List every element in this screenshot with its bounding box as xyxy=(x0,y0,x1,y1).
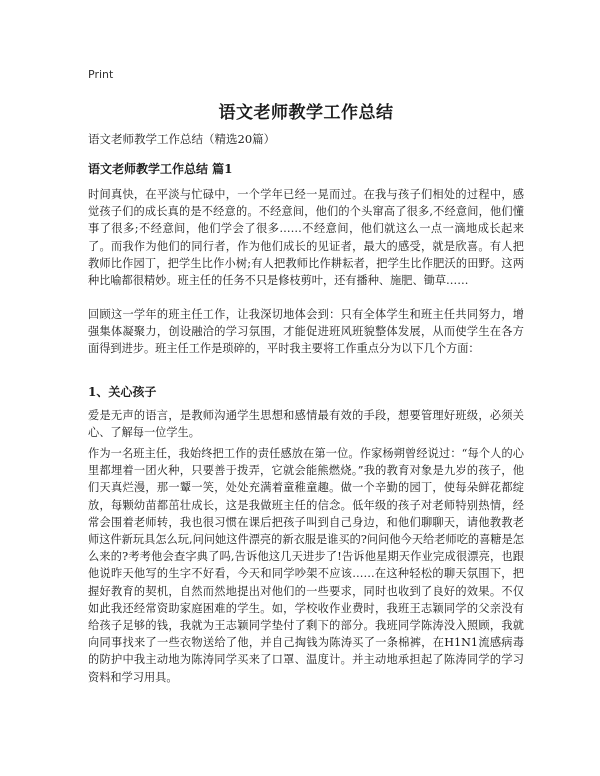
paragraph: 时间真快，在平淡与忙碌中，一个学年已经一晃而过。在我与孩子们相处的过程中，感觉孩子们的成长真的是不经意的。不经意间，他们的个头窜高了很多,不经意间，他们懂事了很多;不经意间，他们学会了很多……不经意间，他们就这么一点一滴地成长起来了。而我作为他们的同行者，作为他们成长的见证者，最大的感受，就是欣喜。有人把教师比作园丁，把学生比作小树;有人把教师比作耕耘者，把学生比作肥沃的田野。这两种比喻都很精妙。班主任的任务不只是修枝剪叶，还有播种、施肥、锄草…… xyxy=(88,188,524,288)
paragraph: 回顾这一学年的班主任工作，让我深切地体会到：只有全体学生和班主任共同努力，增强集体凝聚力，创设融洽的学习氛围，才能促进班风班貌整体发展，从而使学生在各方面得到进步。班主任工作是琐碎的，平时我主要将工作重点分为以下几个方面： xyxy=(88,308,524,356)
paragraph: 爱是无声的语言，是教师沟通学生思想和感情最有效的手段，想要管理好班级，必须关心、了解每一位学生。 xyxy=(88,409,524,440)
section-title: 语文老师教学工作总结 篇1 xyxy=(88,162,233,176)
paragraph: 作为一名班主任，我始终把工作的责任感放在第一位。作家杨朔曾经说过：“每个人的心里都埋着一团火种，只要善于拨弄，它就会能熊燃烧。”我的教育对象是九岁的孩子，他们天真烂漫，那一颦一笑，处处充满着童稚童趣。做一个辛勤的园丁，使每朵鲜花都绽放，每颗幼苗都茁壮成长，这是我做班主任的信念。低年级的孩子对老师特别热情，经常会围着老师转，我也很习惯在课后把孩子叫到自己身边，和他们聊聊天，请他教教老师这件新玩具怎么玩,问问她这件漂亮的新衣服是谁买的?问问他今天给老师吃的喜糖是怎么来的?考考他会查字典了吗,告诉他这几天进步了!告诉他星期天作业完成很漂亮，也跟他说昨天他写的生字不好看，今天和同学吵架不应该……在这种轻松的聊天氛围下，把握好教育的契机，自然而然地提出对他们的一些要求，同时也收到了良好的效果。不仅如此我还经常资助家庭困难的学生。如，学校收作业费时，我班王志颖同学的父亲没有给孩子足够的钱，我就为王志颖同学垫付了剩下的部分。我班同学陈涛没入照顾，我就向同事找来了一些衣物送给了他，并自己掏钱为陈涛买了一条棉裤，在H1N1流感病毒的防护中我主动地为陈涛同学买来了口罩、温度计。并主动地承担起了陈涛同学的学习资料和学习用具。 xyxy=(88,447,524,684)
page-title: 语文老师教学工作总结 xyxy=(218,103,394,123)
document-subtitle: 语文老师教学工作总结（精选20篇） xyxy=(88,132,276,146)
section-heading: 1、关心孩子 xyxy=(88,385,157,399)
print-label[interactable]: Print xyxy=(88,68,114,81)
